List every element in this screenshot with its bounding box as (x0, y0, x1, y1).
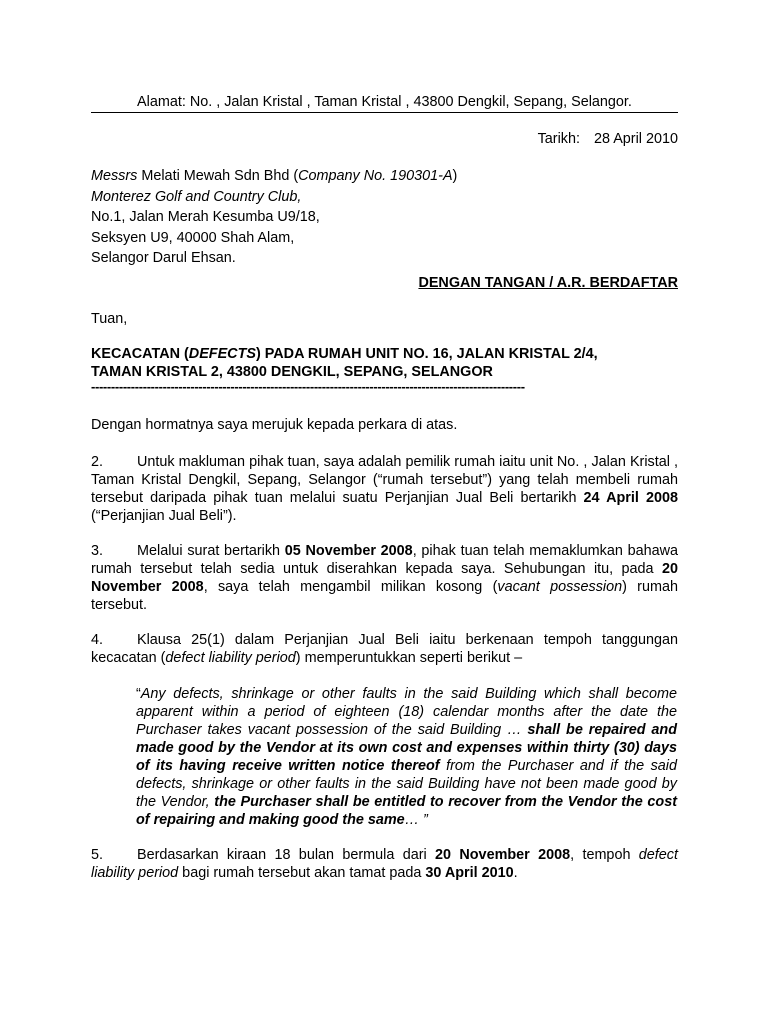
subject-divider: ------------------------------------------------------------------------------------------------------------- (91, 379, 525, 394)
subject-defects: DEFECTS (188, 346, 256, 362)
paragraph-5 (91, 846, 678, 882)
subject-heading (91, 345, 598, 381)
paragraph-text: Melalui surat bertarikh (137, 543, 285, 559)
paragraph-text: Untuk makluman pihak tuan, saya adalah pemilik rumah iaitu unit No. , Jalan Kristal , Taman Kristal Dengkil, Sepang, Selangor (“rumah tersebut”) yang telah membeli rumah tersebut daripada pihak tuan melalui suatu Perjanjian Jual Beli bertarikh (91, 454, 678, 506)
sender-address: Alamat: No. , Jalan Kristal , Taman Kristal , 43800 Dengkil, Sepang, Selangor. (137, 94, 632, 110)
delivery-method: DENGAN TANGAN / A.R. BERDAFTAR (418, 275, 678, 291)
address-divider (91, 112, 678, 113)
paragraph-text: ) rumah tersebut. (91, 579, 678, 613)
paragraph-date: 20 November 2008 (435, 847, 571, 863)
quote-text: Any defects, shrinkage or other faults in the said Building which shall become apparent within a period of eighteen (18) calendar months after the date the Purchaser takes vacant possession of the said Building … (136, 686, 677, 738)
paragraph-text: . (513, 865, 518, 881)
paragraph-3 (91, 542, 678, 614)
opening-paragraph: Dengan hormatnya saya merujuk kepada perkara di atas. (91, 417, 458, 433)
subject-line-1 (91, 345, 598, 363)
subject-text-b: ) PADA RUMAH UNIT NO. 16, JALAN KRISTAL 2/4, (255, 346, 598, 362)
quote-close: … ” (404, 812, 428, 828)
paragraph-date: 24 April 2008 (583, 490, 679, 506)
recipient-line-1 (91, 166, 457, 187)
letter-date (538, 131, 678, 147)
paragraph-text: , pihak tuan telah memaklumkan bahawa rumah tersebut telah sedia untuk diserahkan kepada saya. Sehubungan itu, pada (91, 543, 678, 577)
paragraph-text: bagi rumah tersebut akan tamat pada (178, 865, 426, 881)
quote-bold-text: the Purchaser shall be entitled to recover from the Vendor the cost of repairing and making good the same (136, 794, 677, 828)
paragraph-number: 5. (91, 847, 104, 863)
paragraph-date: 20 November 2008 (91, 561, 678, 595)
paragraph-text: , saya telah mengambil milikan kosong ( (203, 579, 498, 595)
recipient-line-3: No.1, Jalan Merah Kesumba U9/18, (91, 209, 320, 225)
paragraph-text: (“Perjanjian Jual Beli”). (91, 508, 237, 524)
salutation: Tuan, (91, 311, 128, 327)
paragraph-term: defect liability period (165, 650, 296, 666)
clause-quote (136, 685, 677, 829)
paragraph-number: 2. (91, 454, 104, 470)
subject-text-a: KECACATAN ( (91, 346, 189, 362)
date-value: 28 April 2010 (593, 131, 678, 147)
company-number: Company No. 190301-A (298, 168, 453, 184)
paragraph-date: 30 April 2010 (425, 865, 514, 881)
quote-text: from the Purchaser and if the said defects, shrinkage or other faults in the said Building have not been made good by the Vendor, (136, 758, 677, 810)
recipient-line-2: Monterez Golf and Country Club, (91, 188, 302, 205)
paragraph-text: , tempoh (570, 847, 639, 863)
company-close-paren: ) (452, 168, 458, 184)
paragraph-number: 4. (91, 632, 104, 648)
messrs-label: Messrs (91, 168, 138, 184)
recipient-line-5: Selangor Darul Ehsan. (91, 250, 236, 266)
quote-open-mark: “ (136, 686, 141, 702)
date-label: Tarikh: (537, 131, 580, 147)
paragraph-term: defect liability period (91, 847, 678, 881)
paragraph-2 (91, 453, 678, 525)
paragraph-text: Berdasarkan kiraan 18 bulan bermula dari (137, 847, 436, 863)
paragraph-term: vacant possession (497, 579, 623, 595)
paragraph-text: ) memperuntukkan seperti berikut – (295, 650, 523, 666)
paragraph-4 (91, 631, 678, 667)
company-name: Melati Mewah Sdn Bhd ( (137, 168, 299, 184)
quote-bold-text: shall be repaired and made good by the Vendor at its own cost and expenses within thirty (30) days of its having receive written notice thereof (136, 722, 677, 774)
paragraph-number: 3. (91, 543, 104, 559)
paragraph-text: Klausa 25(1) dalam Perjanjian Jual Beli iaitu berkenaan tempoh tanggungan kecacatan ( (91, 632, 678, 666)
recipient-address (91, 166, 457, 269)
paragraph-date: 05 November 2008 (284, 543, 413, 559)
recipient-line-4: Seksyen U9, 40000 Shah Alam, (91, 229, 295, 246)
subject-line-2: TAMAN KRISTAL 2, 43800 DENGKIL, SEPANG, SELANGOR (91, 364, 493, 380)
